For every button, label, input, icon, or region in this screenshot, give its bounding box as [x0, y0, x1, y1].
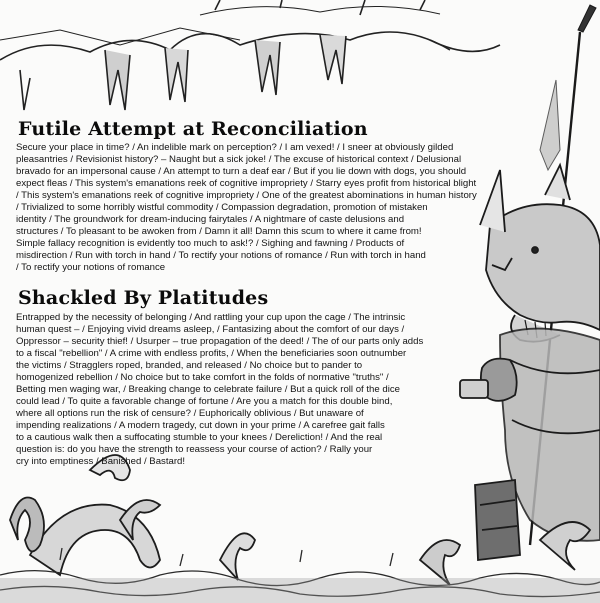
- lyric-line: cry into emptiness / Banished / Bastard!: [16, 456, 186, 467]
- lyric-line: question is: do you have the strength to reassess your course of action? / Rally your: [16, 444, 373, 455]
- lyric-line: human quest – / Enjoying vivid dreams asleep, / Fantasizing about the comfort of our days /: [16, 324, 405, 335]
- lyric-line: identity / The groundwork for dream-inducing fairytales / A nightmare of caste delusions and: [16, 214, 405, 225]
- lyric-line: Secure your place in time? / An indelible mark on perception? / I am vexed! / I sneer at obviously gilded: [16, 142, 454, 153]
- lyric-line: / This system's emanations reek of cognitive impropriety / One of the greatest abominations in human history: [16, 190, 477, 201]
- song-lyrics: [16, 312, 423, 468]
- lyric-line: Betting men waging war, / Breaking change to celebrate failure / But a quick roll of the dice: [16, 384, 400, 395]
- lyric-line: bravado for an impersonal cause / An attempt to turn a deaf ear / But if you lie down with dogs, you should: [16, 166, 467, 177]
- lyric-line: could lead / To quite a favorable change of fortune / Are you a match for this double bind,: [16, 396, 393, 407]
- lyric-line: Oppressor – security thief! / Usurper – true propagation of the deed! / The of our parts only adds: [16, 336, 424, 347]
- lyric-line: the victims / Stragglers roped, branded, and released / No choice but to pander to: [16, 360, 363, 371]
- song-title: Futile Attempt at Reconciliation: [18, 118, 368, 140]
- lyric-line: expect fleas / This system's emanations reek of cognitive impropriety / Starry eyes profit from historical blight: [16, 178, 477, 189]
- lyric-line: structures / To pleasant to be awoken from / Damn it all! Damn this scum to where it came from!: [16, 226, 422, 237]
- lyric-line: Simple fallacy recognition is evidently too much to ask!? / Sighing and fawning / Products of: [16, 238, 405, 249]
- song-title: Shackled By Platitudes: [18, 287, 269, 309]
- lyric-line: pleasantries / Revisionist history? – Naught but a sick joke! / The excuse of historical context / Delusional: [16, 154, 462, 165]
- lyric-line: misdirection / Run with torch in hand / To rectify your notions of romance / Run with torch in hand: [16, 250, 426, 261]
- lyric-line: / Trivialized to some horribly wistful commodity / Compassion degradation, promotion of mistaken: [16, 202, 428, 213]
- lyric-line: homogenized rebellion / No choice but to take comfort in the folds of normative "truths" /: [16, 372, 389, 383]
- song-lyrics: [16, 142, 477, 274]
- lyric-line: to a cautious walk then a suffocating stumble to your knees / Dereliction! / And the real: [16, 432, 383, 443]
- lyric-line: Entrapped by the necessity of belonging / And rattling your cup upon the cage / The intrinsic: [16, 312, 406, 323]
- rhino-warrior-illustration: [460, 165, 600, 560]
- lyric-line: / To rectify your notions of romance: [16, 262, 166, 273]
- water-shading: [0, 578, 600, 603]
- top-arch-illustration: [0, 0, 500, 110]
- lyric-line: to a fiscal "rebellion" / A crime with endless profits, / When the beneficiaries soon outnumber: [16, 348, 407, 359]
- lyric-line: impending realizations / A modern tragedy, cut down in your prime / A carefree gait falls: [16, 420, 385, 431]
- lyric-line: where all options run the risk of censure? / Euphorically oblivious / But unaware of: [16, 408, 364, 419]
